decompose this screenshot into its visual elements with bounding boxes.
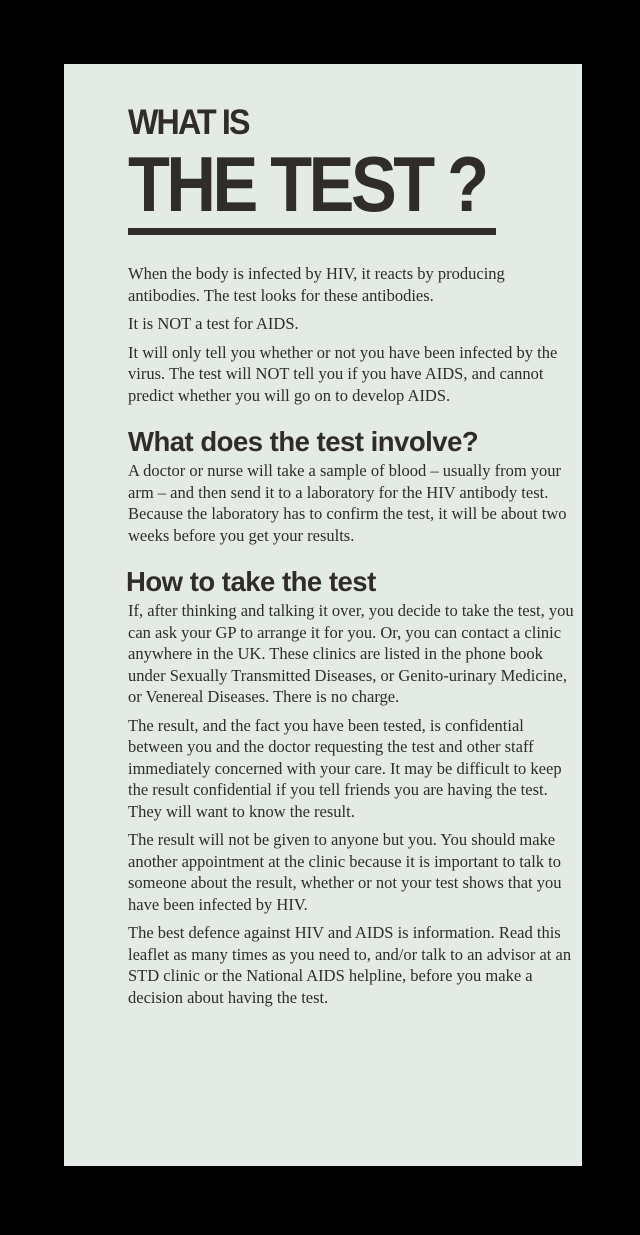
- section1-paragraph-1: A doctor or nurse will take a sample of blood – usually from your arm – and then send it to a laboratory for the HIV antibody test. Because the laboratory has to confirm the test, it will be about two weeks before you get your results.: [128, 461, 567, 545]
- section-heading-how-to-take: How to take the test: [126, 566, 376, 597]
- section-heading-test-involve: What does the test involve?: [128, 426, 479, 457]
- leaflet-content: [128, 104, 578, 1015]
- section2-paragraph-3: The result will not be given to anyone but you. You should make another appointment at the clinic because it is important to talk to someone about the result, whether or not your test shows that you have been infected by HIV.: [128, 830, 562, 914]
- section2-paragraph-4: The best defence against HIV and AIDS is information. Read this leaflet as many times as you need to, and/or talk to an advisor at an STD clinic or the National AIDS helpline, before you make a decision about having the test.: [128, 923, 572, 1007]
- title-line-1: WHAT IS: [128, 103, 249, 142]
- section2-paragraph-1: If, after thinking and talking it over, you decide to take the test, you can ask your GP to arrange it for you. Or, you can contact a clinic anywhere in the UK. These clinics are listed in the phone book under Sexually Transmitted Diseases, or Genito-urinary Medicine, or Venereal Diseases. There is no charge.: [128, 601, 574, 706]
- section2-paragraph-2: The result, and the fact you have been tested, is confidential between you and the doctor requesting the test and other staff immediately concerned with your care. It may be difficult to keep the result confidential if you tell friends you are having the test. They will want to know the result.: [128, 715, 562, 821]
- title-line-2: THE TEST ?: [128, 140, 486, 228]
- intro-paragraph-3: It will only tell you whether or not you have been infected by the virus. The test will NOT tell you if you have AIDS, and cannot predict whether you will go on to develop AIDS.: [128, 342, 558, 405]
- leaflet-page: [64, 64, 582, 1166]
- intro-paragraph-1: When the body is infected by HIV, it reacts by producing antibodies. The test looks for these antibodies.: [128, 264, 505, 305]
- intro-paragraph-2: It is NOT a test for AIDS.: [128, 314, 299, 333]
- title-underline-rule: [128, 228, 496, 235]
- leaflet-body: [128, 263, 578, 1008]
